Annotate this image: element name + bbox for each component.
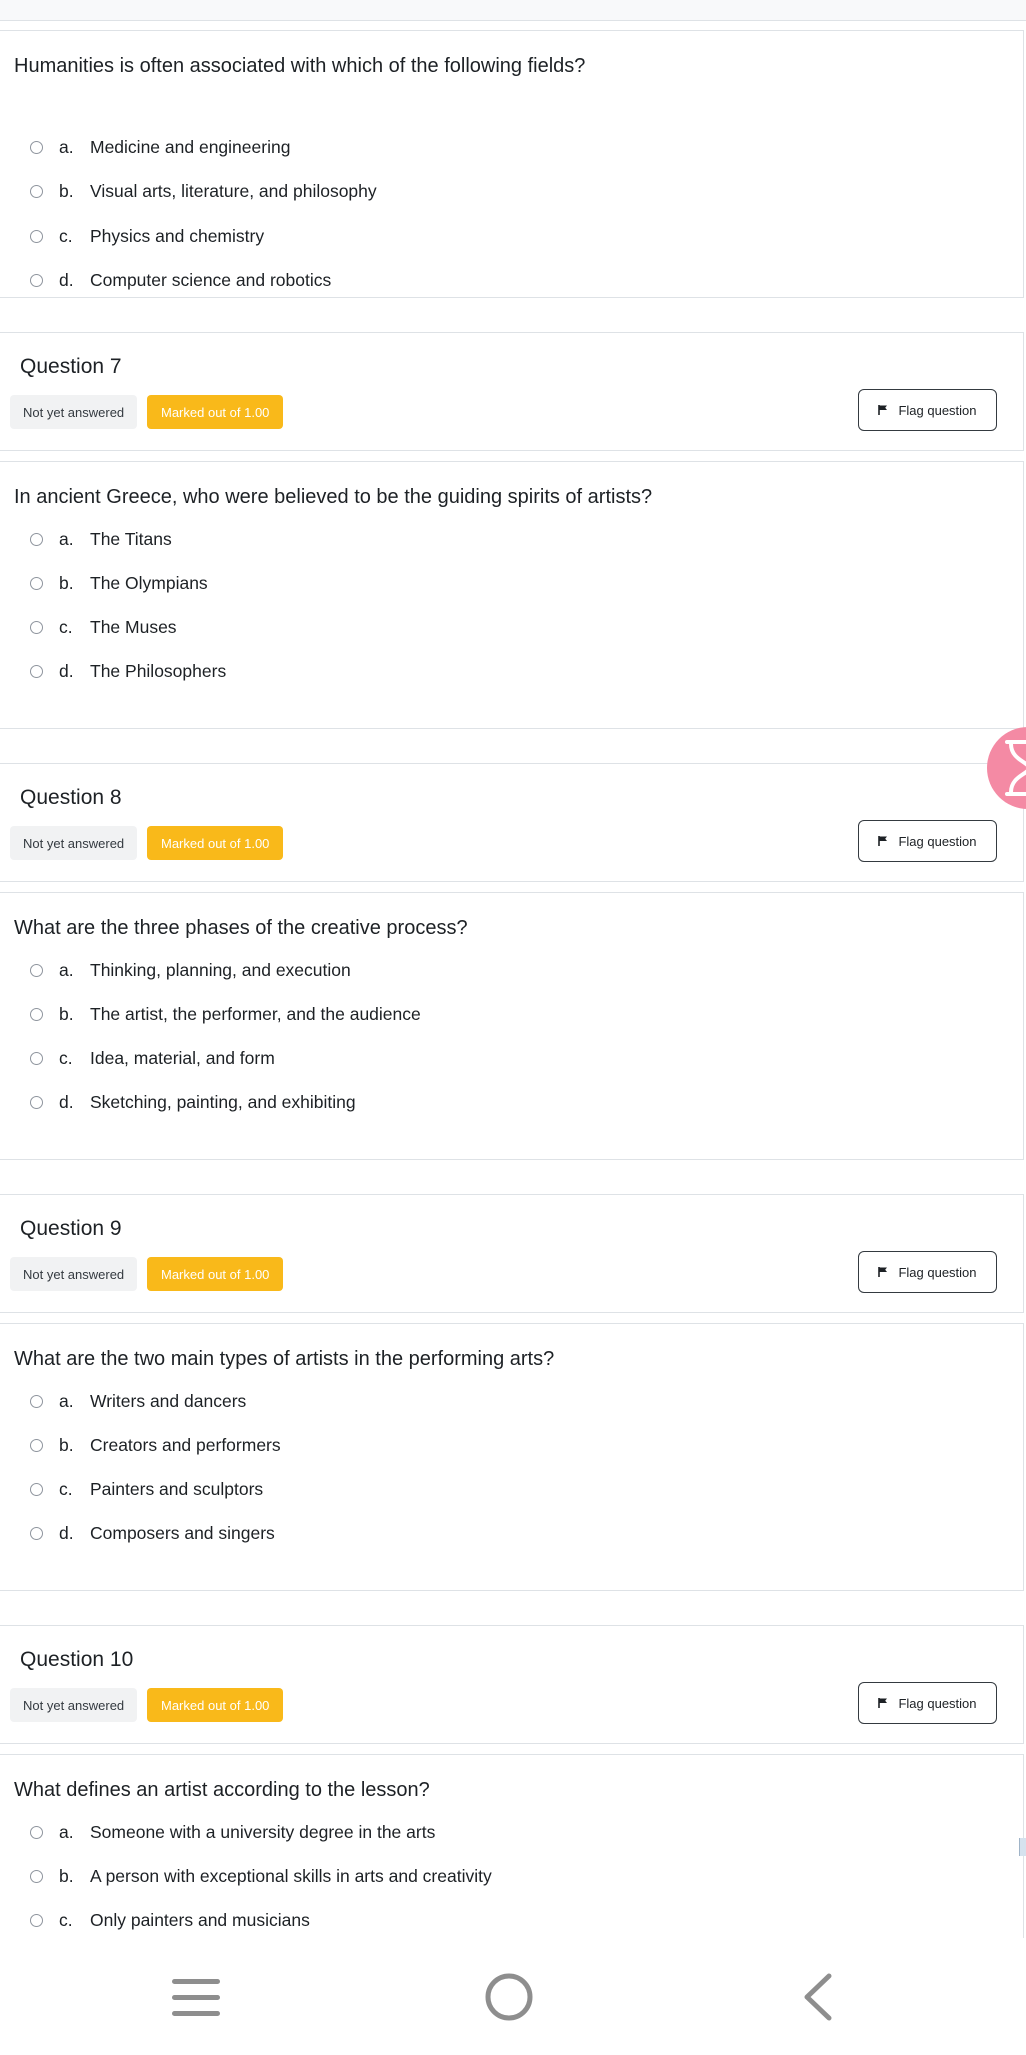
flag-question-label: Flag question [898,1695,977,1711]
answer-label: Thinking, planning, and execution [90,959,351,980]
answer-label: Computer science and robotics [90,269,332,290]
marks-badge: Marked out of 1.00 [147,1688,283,1722]
answer-label: Sketching, painting, and exhibiting [90,1091,356,1112]
flag-question-button[interactable] [858,820,997,862]
radio-button[interactable] [30,1870,43,1883]
answer-letter: b. [59,180,74,201]
answer-option-b[interactable] [30,176,377,206]
flag-question-button[interactable] [858,389,997,431]
answer-option-b[interactable] [30,1861,492,1891]
radio-button[interactable] [30,577,43,590]
system-navigation-bar [0,1938,1026,2055]
home-button[interactable] [484,1972,534,2027]
radio-button[interactable] [30,1008,43,1021]
answer-letter: c. [59,616,73,637]
flag-icon [878,405,888,415]
answer-option-d[interactable] [30,1518,275,1548]
answer-letter: d. [59,269,74,290]
answer-label: The Muses [90,616,177,637]
radio-button[interactable] [30,533,43,546]
answer-label: Idea, material, and form [90,1047,275,1068]
answer-letter: d. [59,660,74,681]
answer-label: Painters and sculptors [90,1478,264,1499]
answer-option-b[interactable] [30,1430,281,1460]
radio-button[interactable] [30,1826,43,1839]
answer-label: Only painters and musicians [90,1909,310,1930]
marks-badge: Marked out of 1.00 [147,1257,283,1291]
answer-option-d[interactable] [30,1087,356,1117]
flag-question-label: Flag question [898,402,977,418]
answer-label: Creators and performers [90,1434,281,1455]
radio-button[interactable] [30,665,43,678]
answer-letter: b. [59,1003,74,1024]
status-badge: Not yet answered [10,1688,137,1722]
radio-button[interactable] [30,1483,43,1496]
answer-label: Composers and singers [90,1522,275,1543]
answer-letter: c. [59,1478,73,1499]
answer-option-a[interactable] [30,955,351,985]
radio-button[interactable] [30,964,43,977]
question-text: What are the three phases of the creative process? [14,917,468,939]
question-6-content [0,30,1024,298]
question-7-content [0,461,1024,729]
question-number: Question 10 [20,1648,134,1671]
answer-label: The artist, the performer, and the audience [90,1003,421,1024]
answer-option-d[interactable] [30,656,226,686]
question-text: Humanities is often associated with which of the following fields? [14,55,586,77]
marks-badge: Marked out of 1.00 [147,395,283,429]
previous-card-edge [0,0,1026,21]
recent-apps-button[interactable] [172,1978,220,2023]
answer-letter: b. [59,1434,74,1455]
status-badge: Not yet answered [10,395,137,429]
question-9-info [0,1194,1024,1313]
answer-option-c[interactable] [30,1474,263,1504]
answer-option-a[interactable] [30,132,290,162]
hourglass-icon [999,738,1026,798]
question-number: Question 8 [20,786,122,809]
question-10-info [0,1625,1024,1744]
radio-button[interactable] [30,1096,43,1109]
question-8-info [0,763,1024,882]
flag-question-label: Flag question [898,833,977,849]
question-text: In ancient Greece, who were believed to be the guiding spirits of artists? [14,486,653,508]
answer-option-c[interactable] [30,221,264,251]
answer-letter: d. [59,1522,74,1543]
answer-option-d[interactable] [30,265,331,295]
answer-option-b[interactable] [30,568,208,598]
radio-button[interactable] [30,230,43,243]
back-button[interactable] [800,1972,834,2027]
answer-option-c[interactable] [30,1043,275,1073]
flag-icon [878,1267,888,1277]
answer-letter: a. [59,528,74,549]
answer-label: Medicine and engineering [90,136,291,157]
answer-option-a[interactable] [30,524,172,554]
recent-apps-icon [172,1978,220,2018]
flag-icon [878,836,888,846]
marks-badge: Marked out of 1.00 [147,826,283,860]
radio-button[interactable] [30,1395,43,1408]
answer-label: Physics and chemistry [90,225,265,246]
flag-question-button[interactable] [858,1251,997,1293]
answer-label: Writers and dancers [90,1390,247,1411]
answer-letter: a. [59,959,74,980]
question-7-info [0,332,1024,451]
answer-label: A person with exceptional skills in arts and creativity [90,1865,492,1886]
radio-button[interactable] [30,621,43,634]
flag-icon [878,1698,888,1708]
question-text: What defines an artist according to the lesson? [14,1779,430,1801]
radio-button[interactable] [30,1052,43,1065]
radio-button[interactable] [30,1527,43,1540]
question-number: Question 7 [20,355,122,378]
flag-question-label: Flag question [898,1264,977,1280]
answer-letter: a. [59,1390,74,1411]
answer-option-c[interactable] [30,612,177,642]
answer-option-c[interactable] [30,1905,310,1935]
radio-button[interactable] [30,274,43,287]
radio-button[interactable] [30,1439,43,1452]
question-text: What are the two main types of artists in the performing arts? [14,1348,555,1370]
flag-question-button[interactable] [858,1682,997,1724]
answer-letter: d. [59,1091,74,1112]
question-number: Question 9 [20,1217,122,1240]
home-icon [484,1972,534,2022]
answer-label: The Olympians [90,572,208,593]
question-9-content [0,1323,1024,1591]
answer-letter: c. [59,225,73,246]
answer-label: The Philosophers [90,660,227,681]
answer-letter: c. [59,1047,73,1068]
answer-letter: b. [59,572,74,593]
answer-label: Someone with a university degree in the arts [90,1821,436,1842]
answer-option-a[interactable] [30,1817,435,1847]
radio-button[interactable] [30,141,43,154]
question-8-content [0,892,1024,1160]
status-badge: Not yet answered [10,1257,137,1291]
answer-label: Visual arts, literature, and philosophy [90,180,377,201]
answer-label: The Titans [90,528,172,549]
back-icon [800,1972,834,2022]
status-badge: Not yet answered [10,826,137,860]
radio-button[interactable] [30,1914,43,1927]
answer-letter: b. [59,1865,74,1886]
answer-option-a[interactable] [30,1386,246,1416]
answer-option-b[interactable] [30,999,421,1029]
answer-letter: c. [59,1909,73,1930]
answer-letter: a. [59,136,74,157]
radio-button[interactable] [30,185,43,198]
image-placeholder-icon [1019,1838,1026,1856]
answer-letter: a. [59,1821,74,1842]
